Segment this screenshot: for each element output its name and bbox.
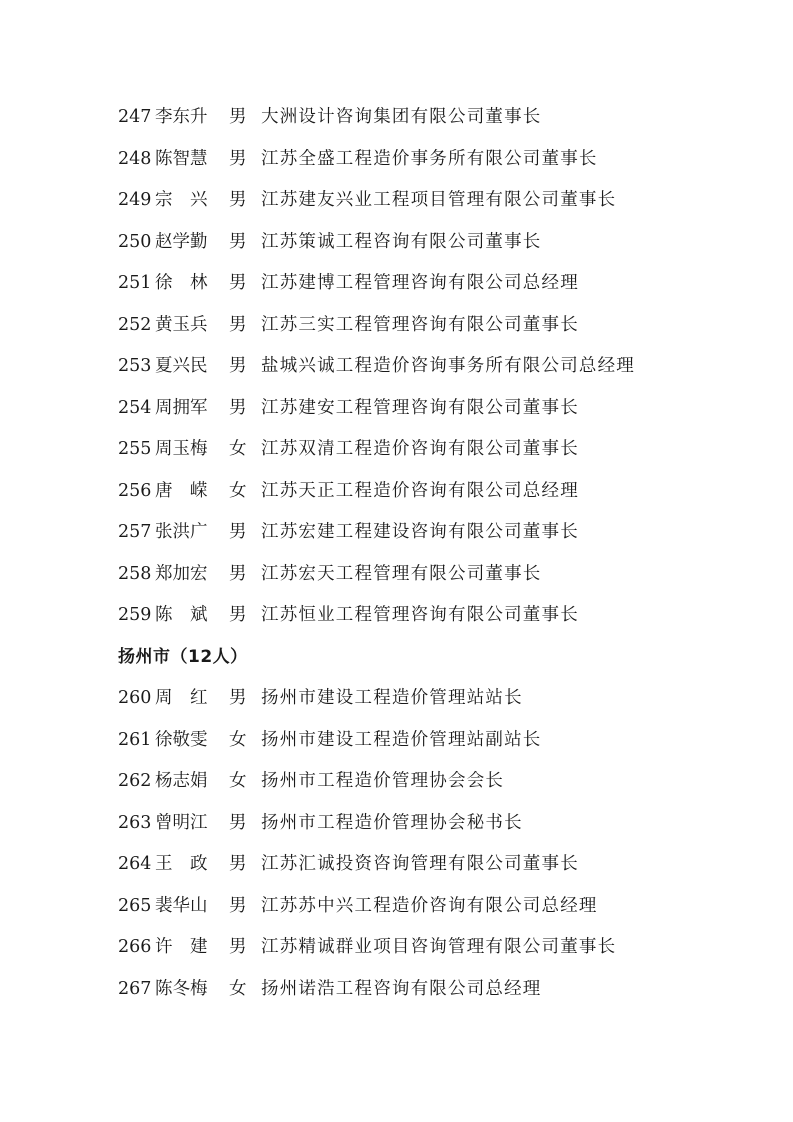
item-number: 266 — [118, 937, 152, 957]
person-title: 江苏苏中兴工程造价咨询有限公司总经理 — [261, 895, 598, 916]
person-name: 曾明江 — [155, 812, 208, 833]
item-number: 254 — [118, 397, 152, 418]
list-item — [118, 930, 758, 972]
list-group-yangzhou — [118, 681, 758, 1013]
person-gender: 男 — [229, 190, 247, 210]
person-title: 扬州市建设工程造价管理站副站长 — [261, 729, 542, 750]
item-number: 249 — [118, 190, 152, 210]
person-title: 江苏建友兴业工程项目管理有限公司董事长 — [261, 190, 617, 210]
person-name: 徐 林 — [155, 273, 208, 293]
person-gender: 男 — [229, 231, 247, 252]
list-item — [118, 266, 758, 308]
person-gender: 男 — [229, 605, 247, 625]
person-title: 江苏建安工程管理咨询有限公司董事长 — [261, 397, 579, 418]
person-gender: 女 — [229, 439, 247, 459]
list-item — [118, 889, 758, 931]
list-group-continued — [118, 100, 758, 640]
item-number: 248 — [118, 148, 152, 169]
person-title: 江苏宏天工程管理有限公司董事长 — [261, 563, 542, 584]
item-number: 247 — [118, 107, 152, 127]
person-name: 李东升 — [155, 107, 208, 127]
list-item — [118, 225, 758, 267]
person-title: 扬州市建设工程造价管理站站长 — [261, 688, 523, 708]
person-title: 大洲设计咨询集团有限公司董事长 — [261, 107, 542, 127]
list-item — [118, 183, 758, 225]
list-item — [118, 598, 758, 640]
person-gender: 男 — [229, 107, 247, 127]
person-name: 张洪广 — [155, 522, 208, 542]
list-item — [118, 972, 758, 1014]
person-name: 周 红 — [155, 688, 208, 708]
item-number: 260 — [118, 688, 152, 708]
person-title: 江苏精诚群业项目咨询管理有限公司董事长 — [261, 937, 617, 957]
person-name: 黄玉兵 — [155, 314, 208, 335]
list-item — [118, 723, 758, 765]
person-gender: 男 — [229, 314, 247, 335]
item-number: 265 — [118, 895, 152, 916]
person-title: 江苏全盛工程造价事务所有限公司董事长 — [261, 148, 598, 169]
person-name: 周玉梅 — [155, 439, 208, 459]
list-item — [118, 847, 758, 889]
person-gender: 女 — [229, 771, 247, 791]
list-item — [118, 308, 758, 350]
person-gender: 男 — [229, 273, 247, 293]
list-item — [118, 515, 758, 557]
person-gender: 女 — [229, 729, 247, 750]
list-item — [118, 142, 758, 184]
item-number: 263 — [118, 812, 152, 833]
item-number: 257 — [118, 522, 152, 542]
person-title: 盐城兴诚工程造价咨询事务所有限公司总经理 — [261, 356, 635, 376]
person-name: 陈 斌 — [155, 605, 208, 625]
list-item — [118, 100, 758, 142]
person-gender: 男 — [229, 688, 247, 708]
person-gender: 男 — [229, 812, 247, 833]
person-name: 徐敬雯 — [155, 729, 208, 750]
person-title: 扬州诺浩工程咨询有限公司总经理 — [261, 978, 542, 999]
person-name: 唐 嵘 — [155, 480, 208, 501]
person-name: 宗 兴 — [155, 190, 208, 210]
person-title: 江苏汇诚投资咨询管理有限公司董事长 — [261, 854, 579, 874]
person-name: 王 政 — [155, 854, 208, 874]
person-title: 江苏恒业工程管理咨询有限公司董事长 — [261, 605, 579, 625]
list-item — [118, 557, 758, 599]
person-gender: 男 — [229, 937, 247, 957]
person-gender: 男 — [229, 563, 247, 584]
person-title: 扬州市工程造价管理协会秘书长 — [261, 812, 523, 833]
person-title: 江苏宏建工程建设咨询有限公司董事长 — [261, 522, 579, 542]
person-gender: 女 — [229, 978, 247, 999]
person-gender: 男 — [229, 356, 247, 376]
item-number: 256 — [118, 480, 152, 501]
item-number: 253 — [118, 356, 152, 376]
item-number: 251 — [118, 273, 152, 293]
person-gender: 男 — [229, 148, 247, 169]
list-item — [118, 474, 758, 516]
person-title: 江苏天正工程造价咨询有限公司总经理 — [261, 480, 579, 501]
list-item — [118, 432, 758, 474]
person-name: 裴华山 — [155, 895, 208, 916]
item-number: 252 — [118, 314, 152, 335]
person-name: 周拥军 — [155, 397, 208, 418]
item-number: 250 — [118, 231, 152, 252]
person-gender: 男 — [229, 854, 247, 874]
item-number: 267 — [118, 978, 152, 999]
person-gender: 男 — [229, 895, 247, 916]
person-name: 赵学勤 — [155, 231, 208, 252]
member-list — [118, 100, 758, 1013]
list-item — [118, 391, 758, 433]
item-number: 259 — [118, 605, 152, 625]
person-name: 陈冬梅 — [155, 978, 208, 999]
person-title: 江苏双清工程造价咨询有限公司董事长 — [261, 439, 579, 459]
person-name: 郑加宏 — [155, 563, 208, 584]
person-name: 杨志娟 — [155, 771, 208, 791]
person-title: 江苏建博工程管理咨询有限公司总经理 — [261, 273, 579, 293]
person-gender: 女 — [229, 480, 247, 501]
person-title: 江苏三实工程管理咨询有限公司董事长 — [261, 314, 579, 335]
item-number: 262 — [118, 771, 152, 791]
section-heading: 扬州市（12人） — [118, 646, 248, 667]
list-item — [118, 764, 758, 806]
list-item — [118, 806, 758, 848]
person-title: 扬州市工程造价管理协会会长 — [261, 771, 505, 791]
person-name: 陈智慧 — [155, 148, 208, 169]
person-gender: 男 — [229, 522, 247, 542]
list-item — [118, 681, 758, 723]
person-title: 江苏策诚工程咨询有限公司董事长 — [261, 231, 542, 252]
item-number: 255 — [118, 439, 152, 459]
item-number: 258 — [118, 563, 152, 584]
item-number: 261 — [118, 729, 152, 750]
person-name: 夏兴民 — [155, 356, 208, 376]
person-gender: 男 — [229, 397, 247, 418]
list-item — [118, 349, 758, 391]
item-number: 264 — [118, 854, 152, 874]
person-name: 许 建 — [155, 937, 208, 957]
